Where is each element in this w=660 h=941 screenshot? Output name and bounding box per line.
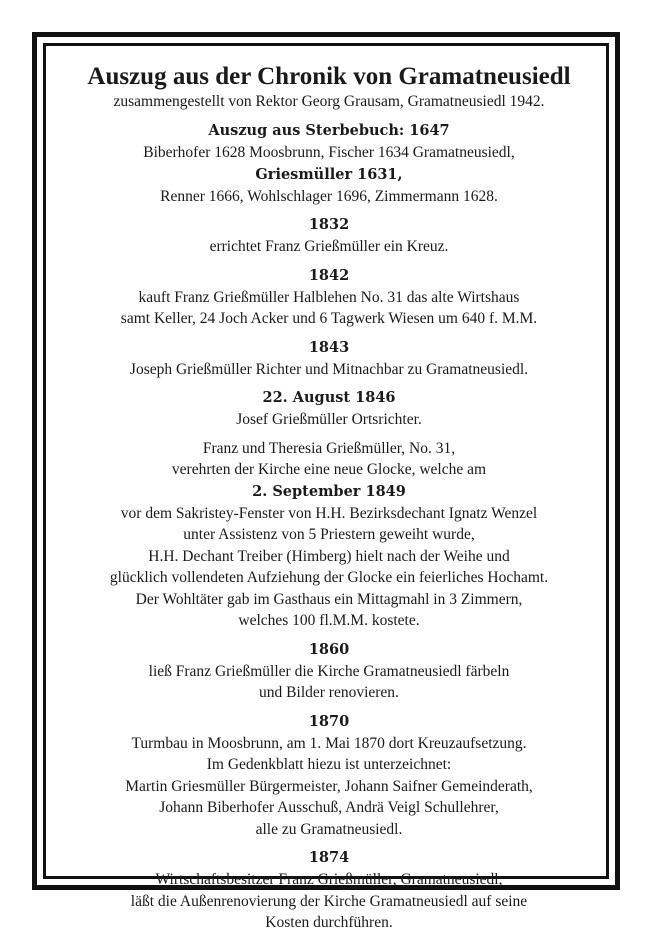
- entry-text-line: Im Gedenkblatt hiezu ist unterzeichnet:: [206, 756, 452, 773]
- chronicle-sections: [60, 120, 598, 934]
- chronicle-entry: [60, 337, 598, 381]
- entry-text-line: welches 100 fl.M.M. kostete.: [238, 612, 420, 629]
- entry-heading: Griesmüller 1631,: [255, 165, 403, 183]
- entry-text-line: vor dem Sakristey-Fenster von H.H. Bezirksdechant Ignatz Wenzel: [120, 504, 538, 522]
- entry-text-line: Johann Biberhofer Ausschuß, Andrä Veigl Schullehrer,: [159, 799, 499, 816]
- entry-text-line: Der Wohltäter gab im Gasthaus ein Mittagmahl in 3 Zimmern,: [135, 590, 523, 608]
- document-subtitle: zusammengestellt von Rektor Georg Grausam, Gramatneusiedl 1942.: [113, 93, 545, 110]
- chronicle-entry: [60, 639, 598, 704]
- entry-heading: 22. August 1846: [262, 389, 396, 406]
- chronicle-entry: [60, 214, 598, 258]
- entry-text-line: glücklich vollendeten Aufziehung der Glocke ein feierliches Hochamt.: [109, 569, 549, 586]
- chronicle-entry: [60, 120, 598, 207]
- chronicle-entry: [60, 265, 598, 330]
- entry-heading: Auszug aus Sterbebuch: 1647: [208, 122, 450, 139]
- entry-text-line: samt Keller, 24 Joch Acker und 6 Tagwerk Wiesen um 640 f. M.M.: [120, 310, 538, 327]
- entry-heading: 1860: [308, 640, 350, 658]
- chronicle-entry: [60, 711, 598, 841]
- document-title: Auszug aus der Chronik von Gramatneusiedl: [87, 63, 571, 90]
- entry-text-line: Renner 1666, Wohlschlager 1696, Zimmermann 1628.: [160, 187, 498, 205]
- entry-heading: 2. September 1849: [252, 482, 406, 500]
- entry-text-line: ließ Franz Grießmüller die Kirche Gramatneusiedl färbeln: [148, 662, 510, 680]
- entry-text-line: Biberhofer 1628 Moosbrunn, Fischer 1634 Gramatneusiedl,: [143, 144, 515, 161]
- chronicle-document: [60, 58, 598, 941]
- entry-text-line: Kosten durchführen.: [265, 914, 393, 931]
- chronicle-entry: [60, 387, 598, 431]
- entry-heading: 1843: [308, 338, 350, 356]
- chronicle-entry: [60, 438, 598, 632]
- entry-text-line: und Bilder renovieren.: [259, 684, 399, 701]
- entry-text-line: kauft Franz Grießmüller Halblehen No. 31 das alte Wirtshaus: [138, 288, 520, 306]
- entry-text-line: Martin Griesmüller Bürgermeister, Johann Saifner Gemeinderath,: [125, 777, 533, 795]
- entry-text-line: Franz und Theresia Grießmüller, No. 31,: [202, 439, 456, 457]
- entry-text-line: errichtet Franz Grießmüller ein Kreuz.: [209, 238, 449, 255]
- entry-text-line: Turmbau in Moosbrunn, am 1. Mai 1870 dort Kreuzaufsetzung.: [131, 734, 527, 752]
- entry-text-line: unter Assistenz von 5 Priestern geweiht wurde,: [183, 526, 475, 543]
- entry-text-line: H.H. Dechant Treiber (Himberg) hielt nach der Weihe und: [148, 547, 510, 565]
- entry-text-line: Joseph Grießmüller Richter und Mitnachbar zu Gramatneusiedl.: [129, 360, 529, 378]
- entry-text-line: Josef Grießmüller Ortsrichter.: [236, 411, 422, 428]
- entry-text-line: alle zu Gramatneusiedl.: [255, 820, 403, 838]
- entry-heading: 1870: [308, 712, 350, 730]
- entry-heading: 1874: [308, 849, 350, 866]
- entry-heading: 1832: [308, 216, 350, 233]
- entry-text-line: läßt die Außenrenovierung der Kirche Gramatneusiedl auf seine: [130, 892, 528, 910]
- entry-heading: 1842: [308, 266, 350, 284]
- entry-text-line: Wirtschaftsbesitzer Franz Grießmüller, Gramatneusiedl,: [155, 871, 503, 888]
- chronicle-entry: [60, 847, 598, 934]
- entry-text-line: verehrten der Kirche eine neue Glocke, welche am: [171, 461, 487, 478]
